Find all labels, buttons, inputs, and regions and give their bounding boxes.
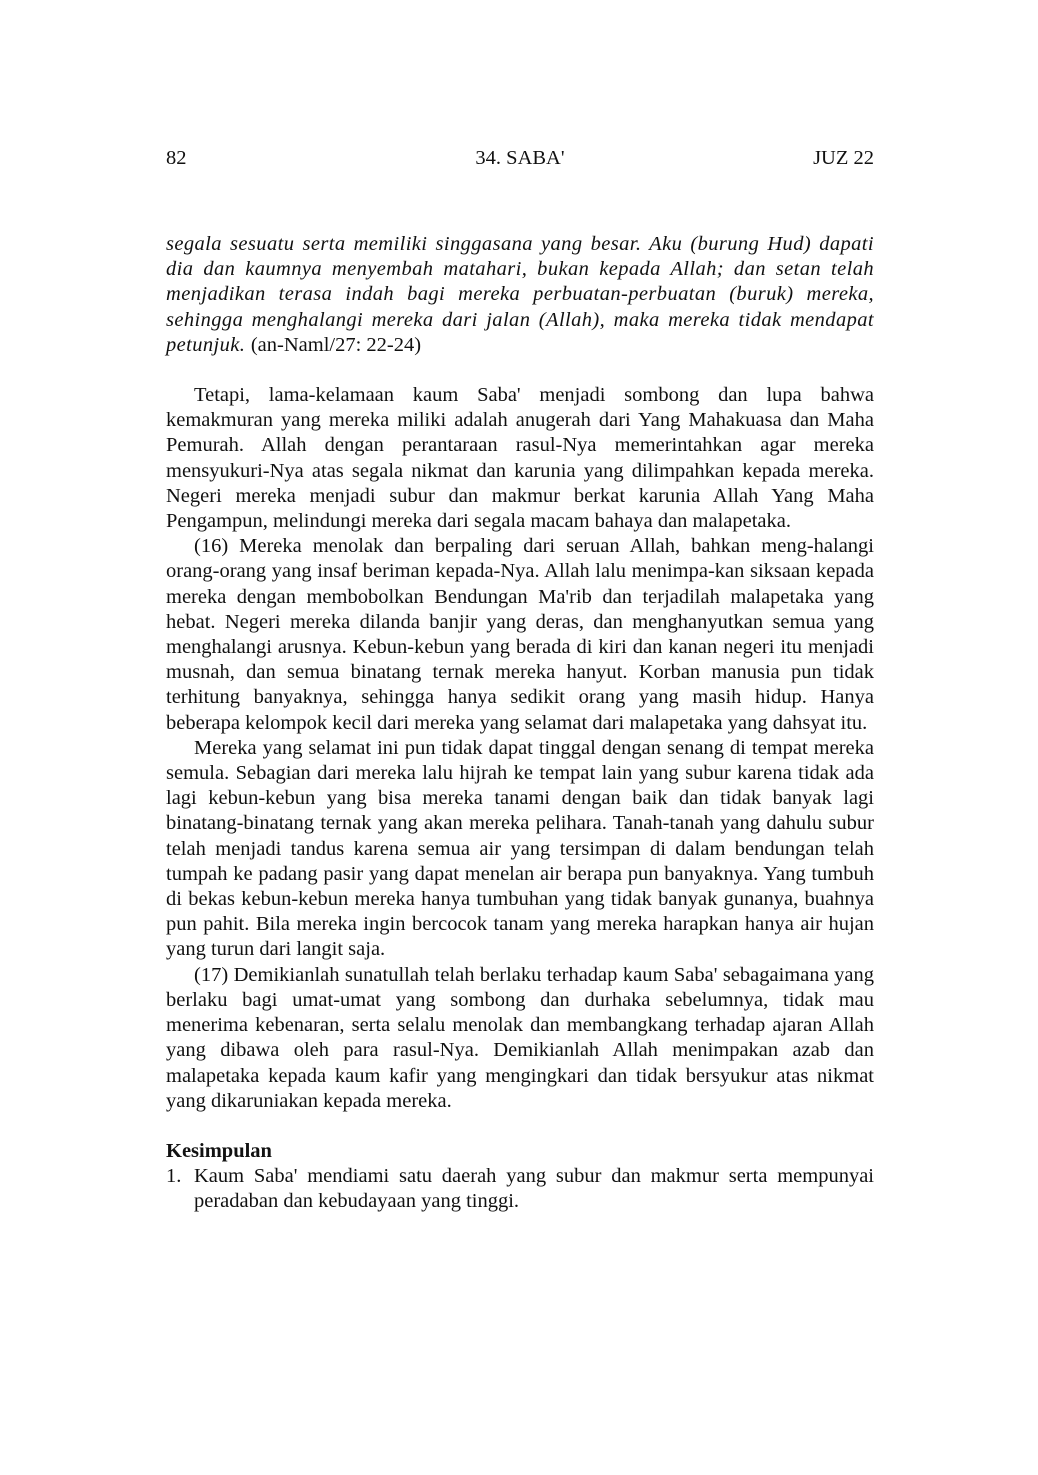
conclusion-heading: Kesimpulan bbox=[166, 1139, 272, 1162]
paragraph: Mereka yang selamat ini pun tidak dapat tinggal dengan senang di tempat mereka semula. Sebagian dari mereka lalu hijrah ke tempat lain yang subur karena tidak ada lagi kebun-kebun yang bisa mereka tanami dengan baik dan tidak banyak lagi binatang-binatang ternak yang akan mereka pelihara. Tanah-tanah yang dahulu subur telah menjadi tandus karena semua air yang tersimpan di dalam bendungan telah tumpah ke padang pasir yang dapat menelan air berapa pun banyaknya. Yang tumbuh di bekas kebun-kebun mereka hanya tumbuhan yang tidak banyak gunanya, buahnya pun pahit. Bila mereka ingin bercocok tanam yang mereka harapkan hanya air hujan yang turun dari langit saja. bbox=[166, 736, 874, 961]
conclusion-list bbox=[166, 1164, 874, 1214]
paragraph: (17) Demikianlah sunatullah telah berlaku terhadap kaum Saba' sebagaimana yang berlaku bagi umat-umat yang sombong dan durhaka sebelumnya, tidak mau menerima kebenaran, serta selalu menolak dan membangkang terhadap ajaran Allah yang dibawa oleh para rasul-Nya. Demikianlah Allah menimpakan azab dan malapetaka kepada kaum kafir yang mengingkari dan tidak bersyukur atas nikmat yang dikaruniakan kepada mereka. bbox=[166, 963, 874, 1112]
quote-reference: (an-Naml/27: 22-24) bbox=[250, 333, 422, 356]
document-body bbox=[166, 232, 874, 1215]
surah-title: 34. SABA' bbox=[475, 147, 565, 169]
list-item bbox=[166, 1164, 874, 1214]
list-item-text: Kaum Saba' mendiami satu daerah yang subur dan makmur serta mempunyai peradaban dan kebudayaan yang tinggi. bbox=[194, 1165, 874, 1213]
running-header bbox=[166, 143, 874, 173]
paragraph: Tetapi, lama-kelamaan kaum Saba' menjadi sombong dan lupa bahwa kemakmuran yang mereka miliki adalah anugerah dari Yang Mahakuasa dan Maha Pemurah. Allah dengan perantaraan rasul-Nya memerintahkan agar mereka mensyukuri-Nya atas segala nikmat dan karunia yang dilimpahkan kepada mereka. Negeri mereka menjadi subur dan makmur berkat karunia Allah Yang Maha Pengampun, melindungi mereka dari segala macam bahaya dan malapetaka. bbox=[166, 384, 874, 533]
quote-text: segala sesuatu serta memiliki singgasana yang besar. Aku (burung Hud) dapati dia dan kaumnya menyembah matahari, bukan kepada Allah; dan setan telah menjadikan terasa indah bagi mereka perbuatan-perbuatan (buruk) mereka, sehingga menghalangi mereka dari jalan (Allah), maka mereka tidak mendapat petunjuk. bbox=[166, 233, 874, 356]
list-item-number: 1. bbox=[166, 1165, 182, 1188]
quran-translation-quote bbox=[166, 232, 874, 358]
paragraph: (16) Mereka menolak dan berpaling dari seruan Allah, bahkan meng-halangi orang-orang yang insaf beriman kepada-Nya. Allah lalu menimpa-kan siksaan kepada mereka dengan membobolkan Bendungan Ma'rib dan terjadilah malapetaka yang hebat. Negeri mereka dilanda banjir yang deras, dan menghanyutkan semua yang menghalangi arusnya. Kebun-kebun yang berada di kiri dan kanan negeri itu menjadi musnah, dan semua binatang ternak mereka hanyut. Korban manusia pun tidak terhitung banyaknya, sehingga hanya sedikit orang yang masih hidup. Hanya beberapa kelompok kecil dari mereka yang selamat dari malapetaka yang dahsyat itu. bbox=[166, 535, 874, 734]
juz-label: JUZ 22 bbox=[813, 147, 874, 169]
page-number: 82 bbox=[166, 147, 187, 169]
